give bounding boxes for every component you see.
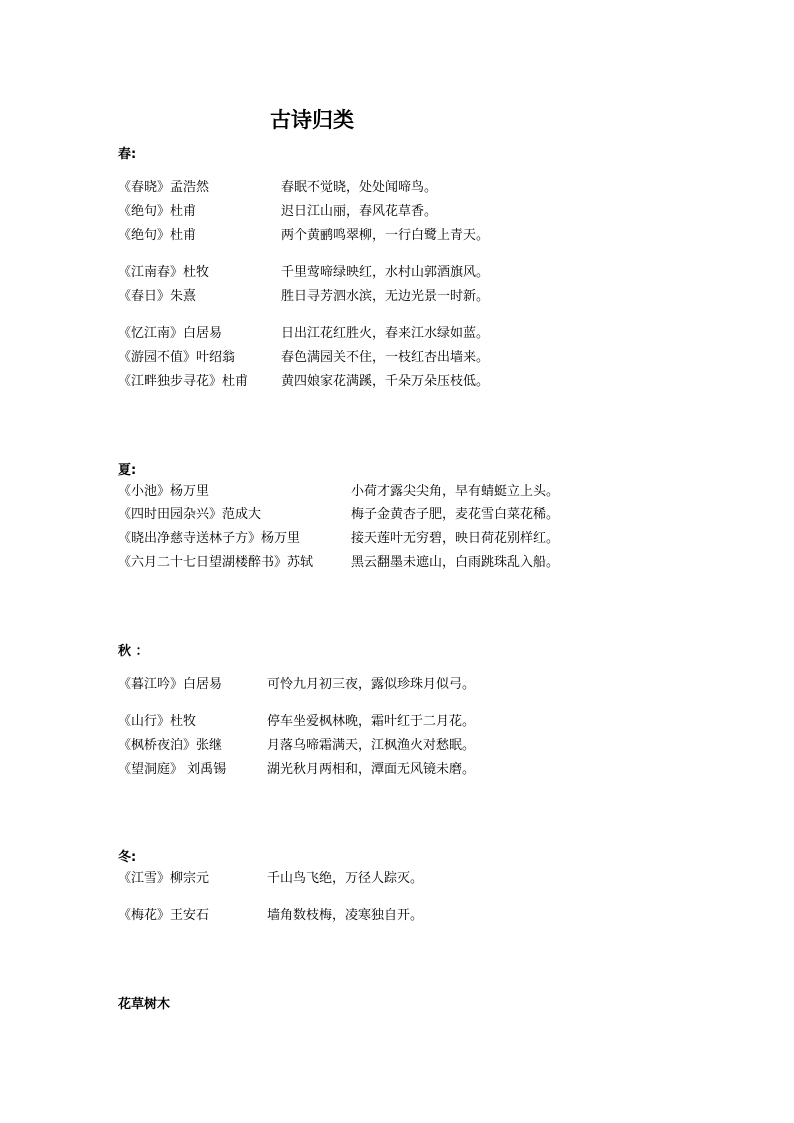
page-title: 古诗归类 bbox=[270, 107, 354, 132]
poem-title: 《四时田园杂兴》范成大 bbox=[118, 507, 262, 522]
poem-title: 《江南春》杜牧 bbox=[118, 265, 210, 280]
poem-title: 《枫桥夜泊》张继 bbox=[118, 738, 223, 753]
poem-line: 停车坐爱枫林晚，霜叶红于二月花。 bbox=[267, 714, 476, 729]
section-heading-plants: 花草树木 bbox=[118, 997, 171, 1012]
poem-line: 春眠不觉晓，处处闻啼鸟。 bbox=[281, 180, 438, 195]
poem-line: 日出江花红胜火，春来江水绿如蓝。 bbox=[281, 326, 490, 341]
poem-title: 《暮江吟》白居易 bbox=[118, 677, 223, 692]
poem-line: 迟日江山丽，春风花草香。 bbox=[281, 204, 438, 219]
poem-title: 《山行》杜牧 bbox=[118, 714, 197, 729]
poem-title: 《春日》朱熹 bbox=[118, 289, 197, 304]
poem-title: 《忆江南》白居易 bbox=[118, 326, 223, 341]
poem-line: 墙角数枝梅，凌寒独自开。 bbox=[267, 908, 424, 923]
poem-line: 月落乌啼霜满天，江枫渔火对愁眠。 bbox=[267, 738, 476, 753]
poem-line: 春色满园关不住，一枝红杏出墙来。 bbox=[281, 350, 490, 365]
poem-line: 湖光秋月两相和，潭面无风镜未磨。 bbox=[267, 762, 476, 777]
poem-title: 《春晓》孟浩然 bbox=[118, 180, 210, 195]
poem-line: 小荷才露尖尖角，早有蜻蜓立上头。 bbox=[351, 484, 560, 499]
poem-title: 《望洞庭》 刘禹锡 bbox=[118, 762, 227, 777]
poem-title: 《晓出净慈寺送林子方》杨万里 bbox=[118, 531, 301, 546]
poem-line: 可怜九月初三夜，露似珍珠月似弓。 bbox=[267, 677, 476, 692]
poem-title: 《江雪》柳宗元 bbox=[118, 871, 210, 886]
poem-line: 接天莲叶无穷碧，映日荷花别样红。 bbox=[351, 531, 560, 546]
poem-line: 千山鸟飞绝，万径人踪灭。 bbox=[267, 871, 424, 886]
poem-line: 胜日寻芳泗水滨，无边光景一时新。 bbox=[281, 289, 490, 304]
poem-title: 《游园不值》叶绍翁 bbox=[118, 350, 236, 365]
poem-line: 千里莺啼绿映红，水村山郭酒旗风。 bbox=[281, 265, 490, 280]
section-heading-autumn: 秋 ： bbox=[118, 644, 149, 659]
poem-title: 《小池》杨万里 bbox=[118, 484, 210, 499]
poem-line: 黄四娘家花满蹊，千朵万朵压枝低。 bbox=[281, 374, 490, 389]
poem-title: 《绝句》杜甫 bbox=[118, 204, 197, 219]
section-heading-winter: 冬: bbox=[118, 850, 137, 865]
section-heading-summer: 夏: bbox=[118, 463, 137, 478]
poem-title: 《梅花》王安石 bbox=[118, 908, 210, 923]
poem-line: 黑云翻墨未遮山，白雨跳珠乱入船。 bbox=[351, 555, 560, 570]
poem-line: 两个黄鹂鸣翠柳，一行白鹭上青天。 bbox=[281, 228, 490, 243]
poem-title: 《绝句》杜甫 bbox=[118, 228, 197, 243]
poem-line: 梅子金黄杏子肥，麦花雪白菜花稀。 bbox=[351, 507, 560, 522]
poem-title: 《六月二十七日望湖楼醉书》苏轼 bbox=[118, 555, 314, 570]
section-heading-spring: 春: bbox=[118, 147, 137, 162]
poem-title: 《江畔独步寻花》杜甫 bbox=[118, 374, 249, 389]
